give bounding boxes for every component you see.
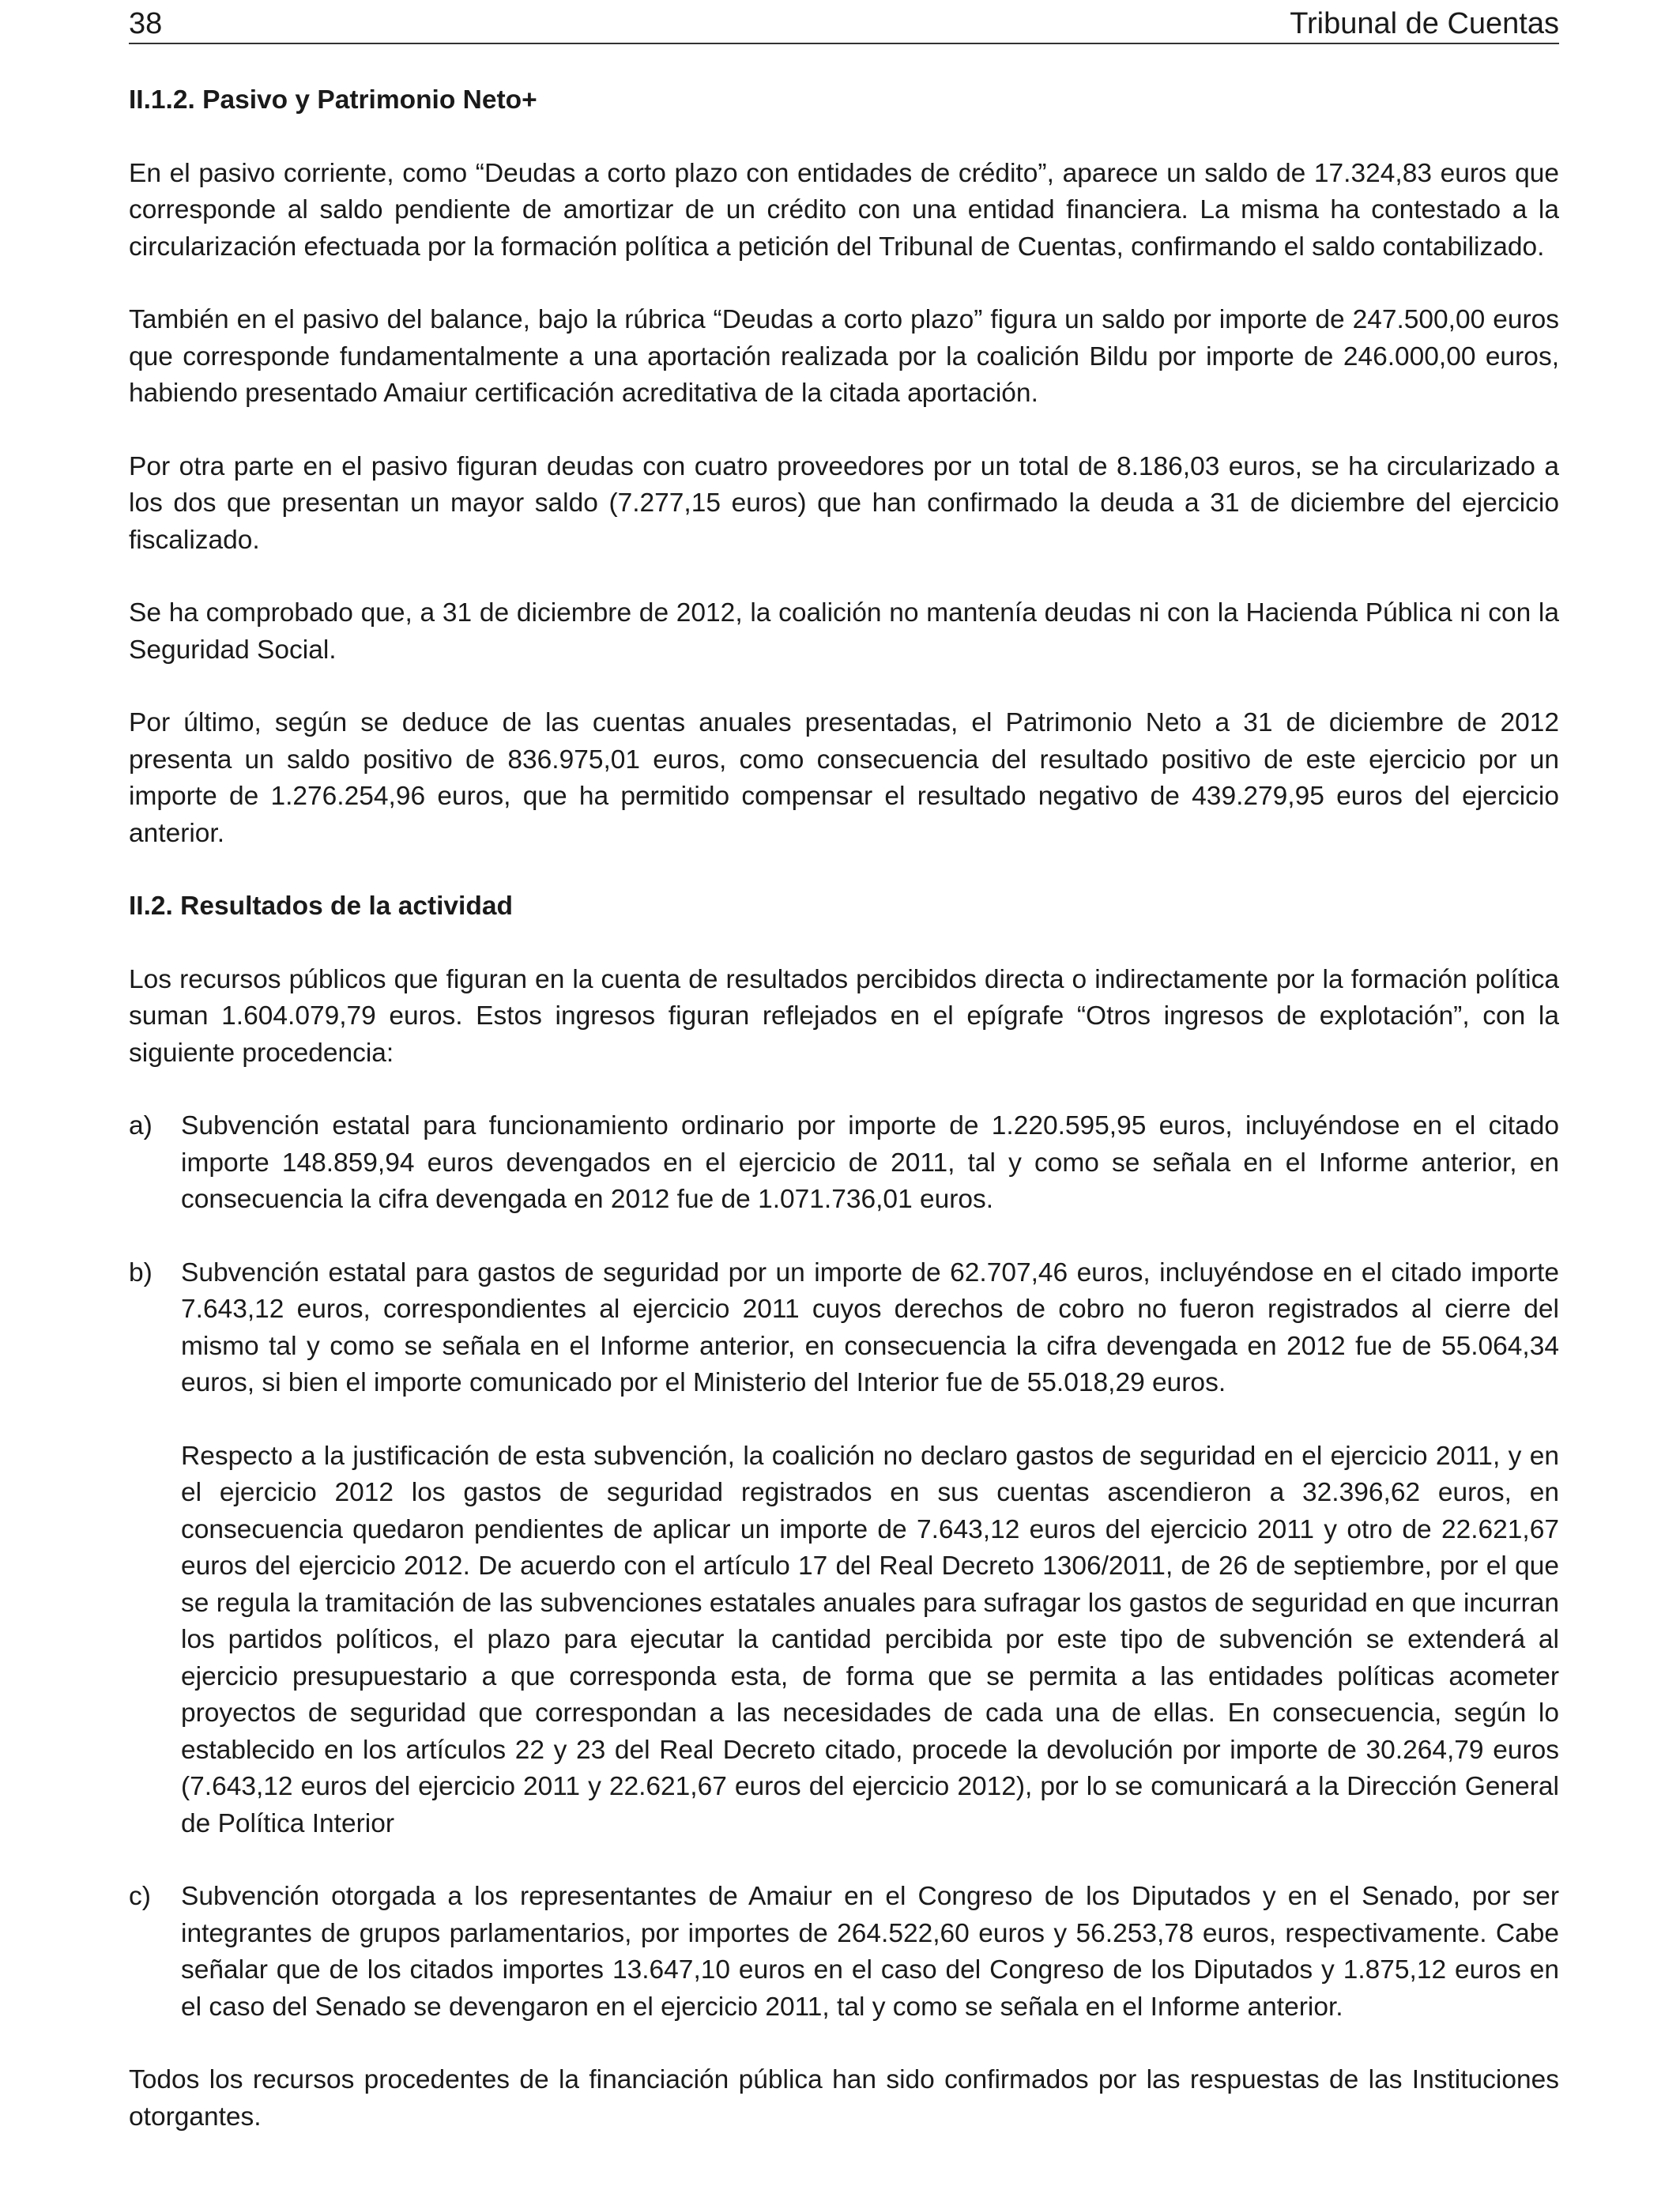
paragraph: Se ha comprobado que, a 31 de diciembre de 2012, la coalición no mantenía deudas ni con la Hacienda Pública ni con la Seguridad Social. (129, 598, 1559, 665)
list-item-c (129, 1879, 1559, 2026)
list-item-a (129, 1108, 1559, 1219)
paragraph: En el pasivo corriente, como “Deudas a corto plazo con entidades de crédito”, aparece un saldo de 17.324,83 euros que corresponde al saldo pendiente de amortizar de un crédito con una entidad financiera. La misma ha contestado a la circularización efectuada por la formación política a petición del Tribunal de Cuentas, confirmando el saldo contabilizado. (129, 158, 1559, 262)
list-marker: b) (129, 1257, 153, 1287)
section-heading-resultados: II.2. Resultados de la actividad (129, 892, 513, 921)
page-header (129, 5, 1559, 44)
list-item-text: Subvención otorgada a los representantes de Amaiur en el Congreso de los Diputados y en el Senado, por ser integrantes de grupos parlamentarios, por importes de 264.522,60 euros y 56.253,78 euros, respectivamente. Cabe señalar que de los citados importes 13.647,10 euros en el caso del Congreso de los Diputados y 1.875,12 euros en el caso del Senado se devengaron en el ejercicio 2011, tal y como se señala en el Informe anterior. (181, 1882, 1559, 2022)
list-item-b (129, 1255, 1559, 1843)
section-heading-pasivo: II.1.2. Pasivo y Patrimonio Neto+ (129, 85, 537, 115)
document-body (129, 82, 1559, 2172)
list-item-text: Subvención estatal para funcionamiento ordinario por importe de 1.220.595,95 euros, incluyéndose en el citado importe 148.859,94 euros devengados en el ejercicio de 2011, tal y como se señala en el Informe anterior, en consecuencia la cifra devengada en 2012 fue de 1.071.736,01 euros. (181, 1111, 1559, 1214)
paragraph: Todos los recursos procedentes de la financiación pública han sido confirmados por las respuestas de las Instituciones otorgantes. (129, 2065, 1559, 2132)
list-item-text: Respecto a la justificación de esta subvención, la coalición no declaro gastos de seguridad en el ejercicio 2011, y en el ejercicio 2012 los gastos de seguridad registrados en sus cuentas ascendieron a 32.396,62 euros, en consecuencia quedaron pendientes de aplicar un importe de 7.643,12 euros del ejercicio 2011 y otro de 22.621,67 euros del ejercicio 2012. De acuerdo con el artículo 17 del Real Decreto 1306/2011, de 26 de septiembre, por el que se regula la tramitación de las subvenciones estatales anuales para sufragar los gastos de seguridad en que incurran los partidos políticos, el plazo para ejecutar la cantidad percibida por este tipo de subvención se extenderá al ejercicio presupuestario a que corresponda esta, de forma que se permita a las entidades políticas acometer proyectos de seguridad que correspondan a las necesidades de cada una de ellas. En consecuencia, según lo establecido en los artículos 22 y 23 del Real Decreto citado, procede la devolución por importe de 30.264,79 euros (7.643,12 euros del ejercicio 2011 y 22.621,67 euros del ejercicio 2012), por lo se comunicará a la Dirección General de Política Interior (181, 1441, 1559, 1838)
paragraph: Por último, según se deduce de las cuentas anuales presentadas, el Patrimonio Neto a 31 de diciembre de 2012 presenta un saldo positivo de 836.975,01 euros, como consecuencia del resultado positivo de este ejercicio por un importe de 1.276.254,96 euros, que ha permitido compensar el resultado negativo de 439.279,95 euros del ejercicio anterior. (129, 708, 1559, 848)
list-marker: c) (129, 1882, 151, 1911)
list-item-text: Subvención estatal para gastos de seguridad por un importe de 62.707,46 euros, incluyéndose en el citado importe 7.643,12 euros, correspondientes al ejercicio 2011 cuyos derechos de cobro no fueron registrados al cierre del mismo tal y como se señala en el Informe anterior, en consecuencia la cifra devengada en 2012 fue de 55.064,34 euros, si bien el importe comunicado por el Ministerio del Interior fue de 55.018,29 euros. (181, 1257, 1559, 1397)
list-marker: a) (129, 1111, 153, 1140)
paragraph: También en el pasivo del balance, bajo la rúbrica “Deudas a corto plazo” figura un saldo por importe de 247.500,00 euros que corresponde fundamentalmente a una aportación realizada por la coalición Bildu por importe de 246.000,00 euros, habiendo presentado Amaiur certificación acreditativa de la citada aportación. (129, 305, 1559, 408)
page-number: 38 (129, 7, 163, 40)
running-title: Tribunal de Cuentas (1290, 7, 1559, 40)
paragraph: Los recursos públicos que figuran en la cuenta de resultados percibidos directa o indirectamente por la formación política suman 1.604.079,79 euros. Estos ingresos figuran reflejados en el epígrafe “Otros ingresos de explotación”, con la siguiente procedencia: (129, 964, 1559, 1068)
paragraph: Por otra parte en el pasivo figuran deudas con cuatro proveedores por un total de 8.186,03 euros, se ha circularizado a los dos que presentan un mayor saldo (7.277,15 euros) que han confirmado la deuda a 31 de diciembre del ejercicio fiscalizado. (129, 451, 1559, 555)
